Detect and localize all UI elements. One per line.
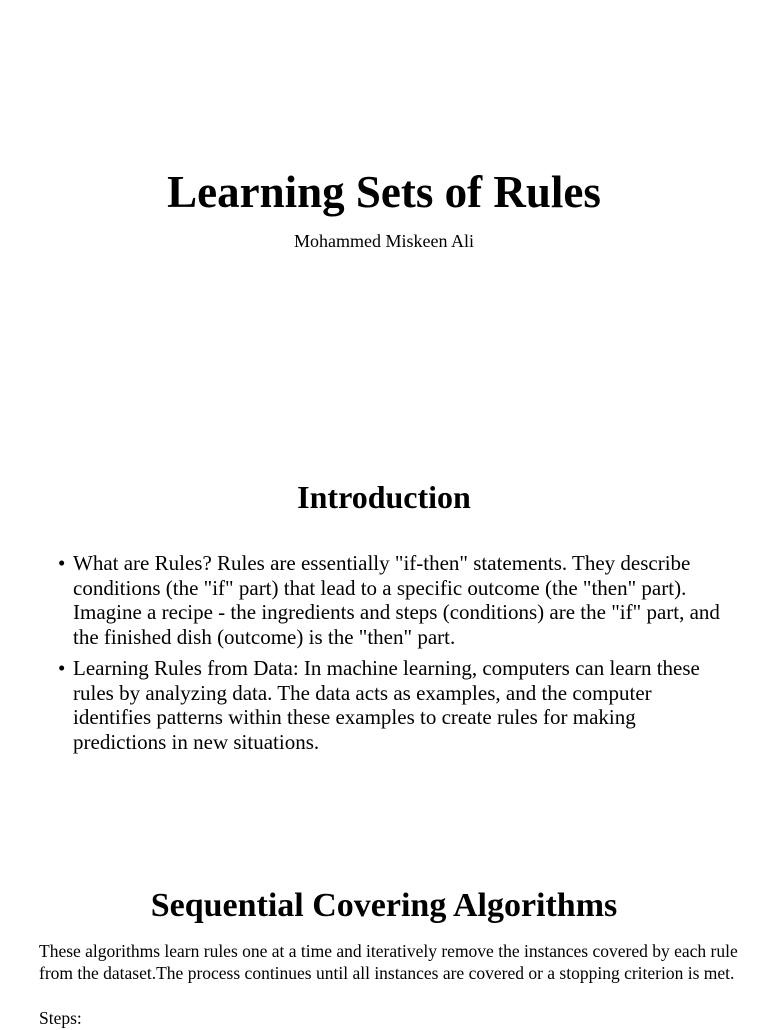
introduction-bullet-list [40, 551, 720, 761]
document-title: Learning Sets of Rules [167, 167, 601, 217]
author-name: Mohammed Miskeen Ali [294, 231, 474, 251]
introduction-heading: Introduction [297, 479, 471, 515]
bullet-icon: • [58, 551, 66, 575]
bullet-text-rules: What are Rules? Rules are essentially "if-then" statements. They describe conditions (the "if" part) that lead to a specific outcome (the "then" part). Imagine a recipe - the ingredients and steps (conditions) are the "if" part, and the finished dish (outcome) is the "then" part. [73, 551, 720, 649]
sequential-covering-heading: Sequential Covering Algorithms [150, 887, 618, 924]
bullet-text-learning: Learning Rules from Data: In machine learning, computers can learn these rules by analyzing data. The data acts as examples, and the computer identifies patterns within these examples to create rules for making predictions in new situations. [73, 656, 700, 754]
list-item [40, 656, 720, 754]
bullet-icon: • [58, 656, 66, 680]
sequential-covering-description: These algorithms learn rules one at a time and iteratively remove the instances covered by each rule from the dataset.The process continues until all instances are covered or a stopping criterion is met. [39, 941, 738, 983]
list-item [40, 551, 720, 649]
steps-label: Steps: [39, 1008, 82, 1028]
